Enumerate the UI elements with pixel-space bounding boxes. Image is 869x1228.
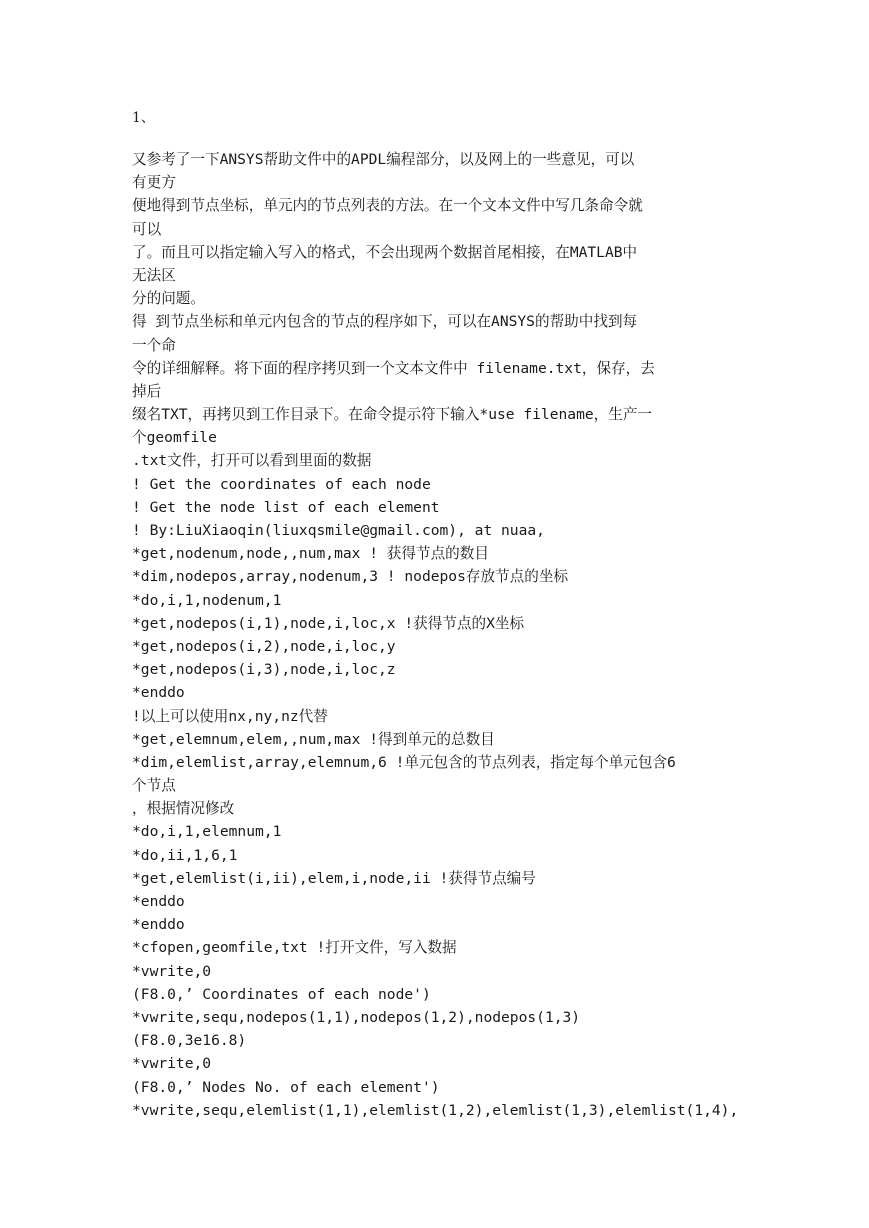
- text-line: 了。而且可以指定输入写入的格式，不会出现两个数据首尾相接，在MATLAB中: [132, 243, 638, 261]
- text-line: *enddo: [132, 684, 185, 702]
- text-line: *get,elemnum,elem,,num,max !得到单元的总数目: [132, 730, 495, 748]
- text-line: ! Get the node list of each element: [132, 498, 440, 516]
- text-line: *vwrite,0: [132, 1055, 212, 1073]
- text-line: 令的详细解释。将下面的程序拷贝到一个文本文件中 filename.txt，保存，去: [132, 359, 655, 377]
- text-line: 掉后: [132, 382, 162, 400]
- text-line: *get,nodepos(i,2),node,i,loc,y: [132, 637, 396, 655]
- text-line: (F8.0,’ Coordinates of each node'): [132, 985, 431, 1003]
- text-line: (F8.0,’ Nodes No. of each element'): [132, 1078, 440, 1096]
- text-line: *get,nodepos(i,3),node,i,loc,z: [132, 661, 396, 679]
- text-line: 一个命: [132, 336, 176, 354]
- text-line: !以上可以使用nx,ny,nz代替: [132, 707, 328, 725]
- text-line: 缀名TXT，再拷贝到工作目录下。在命令提示符下输入*use filename，生产一: [132, 406, 653, 424]
- text-line: *cfopen,geomfile,txt !打开文件，写入数据: [132, 939, 457, 957]
- text-line: *get,elemlist(i,ii),elem,i,node,ii !获得节点编号: [132, 869, 536, 887]
- text-line: 有更方: [132, 174, 176, 192]
- text-line: 又参考了一下ANSYS帮助文件中的APDL编程部分，以及网上的一些意见，可以: [132, 151, 635, 168]
- text-line: 分的问题。: [132, 290, 205, 308]
- text-line: *do,ii,1,6,1: [132, 846, 238, 864]
- text-line: 个节点: [132, 777, 176, 795]
- text-line: .txt文件，打开可以看到里面的数据: [132, 452, 372, 470]
- text-line: 便地得到节点坐标，单元内的节点列表的方法。在一个文本文件中写几条命令就: [132, 197, 643, 215]
- text-line: *vwrite,sequ,nodepos(1,1),nodepos(1,2),nodepos(1,3): [132, 1008, 581, 1026]
- text-line: *dim,elemlist,array,elemnum,6 !单元包含的节点列表，指定每个单元包含6: [132, 753, 676, 771]
- text-line: 无法区: [132, 266, 176, 284]
- text-line: *enddo: [132, 916, 185, 934]
- text-line: *vwrite,sequ,elemlist(1,1),elemlist(1,2),elemlist(1,3),elemlist(1,4),: [132, 1101, 739, 1119]
- text-line: 个geomfile: [132, 429, 217, 447]
- document-body: [132, 148, 742, 1122]
- text-line: *enddo: [132, 893, 185, 910]
- section-number: 1、: [132, 110, 155, 126]
- text-line: *dim,nodepos,array,nodenum,3 ! nodepos存放节点的坐标: [132, 568, 569, 586]
- text-line: *do,i,1,elemnum,1: [132, 823, 282, 841]
- text-line: 可以: [132, 220, 162, 238]
- text-line: ! Get the coordinates of each node: [132, 475, 431, 493]
- text-line: *get,nodenum,node,,num,max ! 获得节点的数目: [132, 545, 489, 563]
- text-line: *get,nodepos(i,1),node,i,loc,x !获得节点的X坐标: [132, 614, 525, 632]
- text-line: 得 到节点坐标和单元内包含的节点的程序如下，可以在ANSYS的帮助中找到每: [132, 313, 638, 331]
- text-line: ! By:LiuXiaoqin(liuxqsmile@gmail.com), at nuaa,: [132, 522, 545, 539]
- text-line: *do,i,1,nodenum,1: [132, 591, 282, 609]
- text-line: (F8.0,3e16.8): [132, 1032, 247, 1050]
- text-line: ，根据情况修改: [132, 800, 235, 818]
- text-line: *vwrite,0: [132, 962, 212, 980]
